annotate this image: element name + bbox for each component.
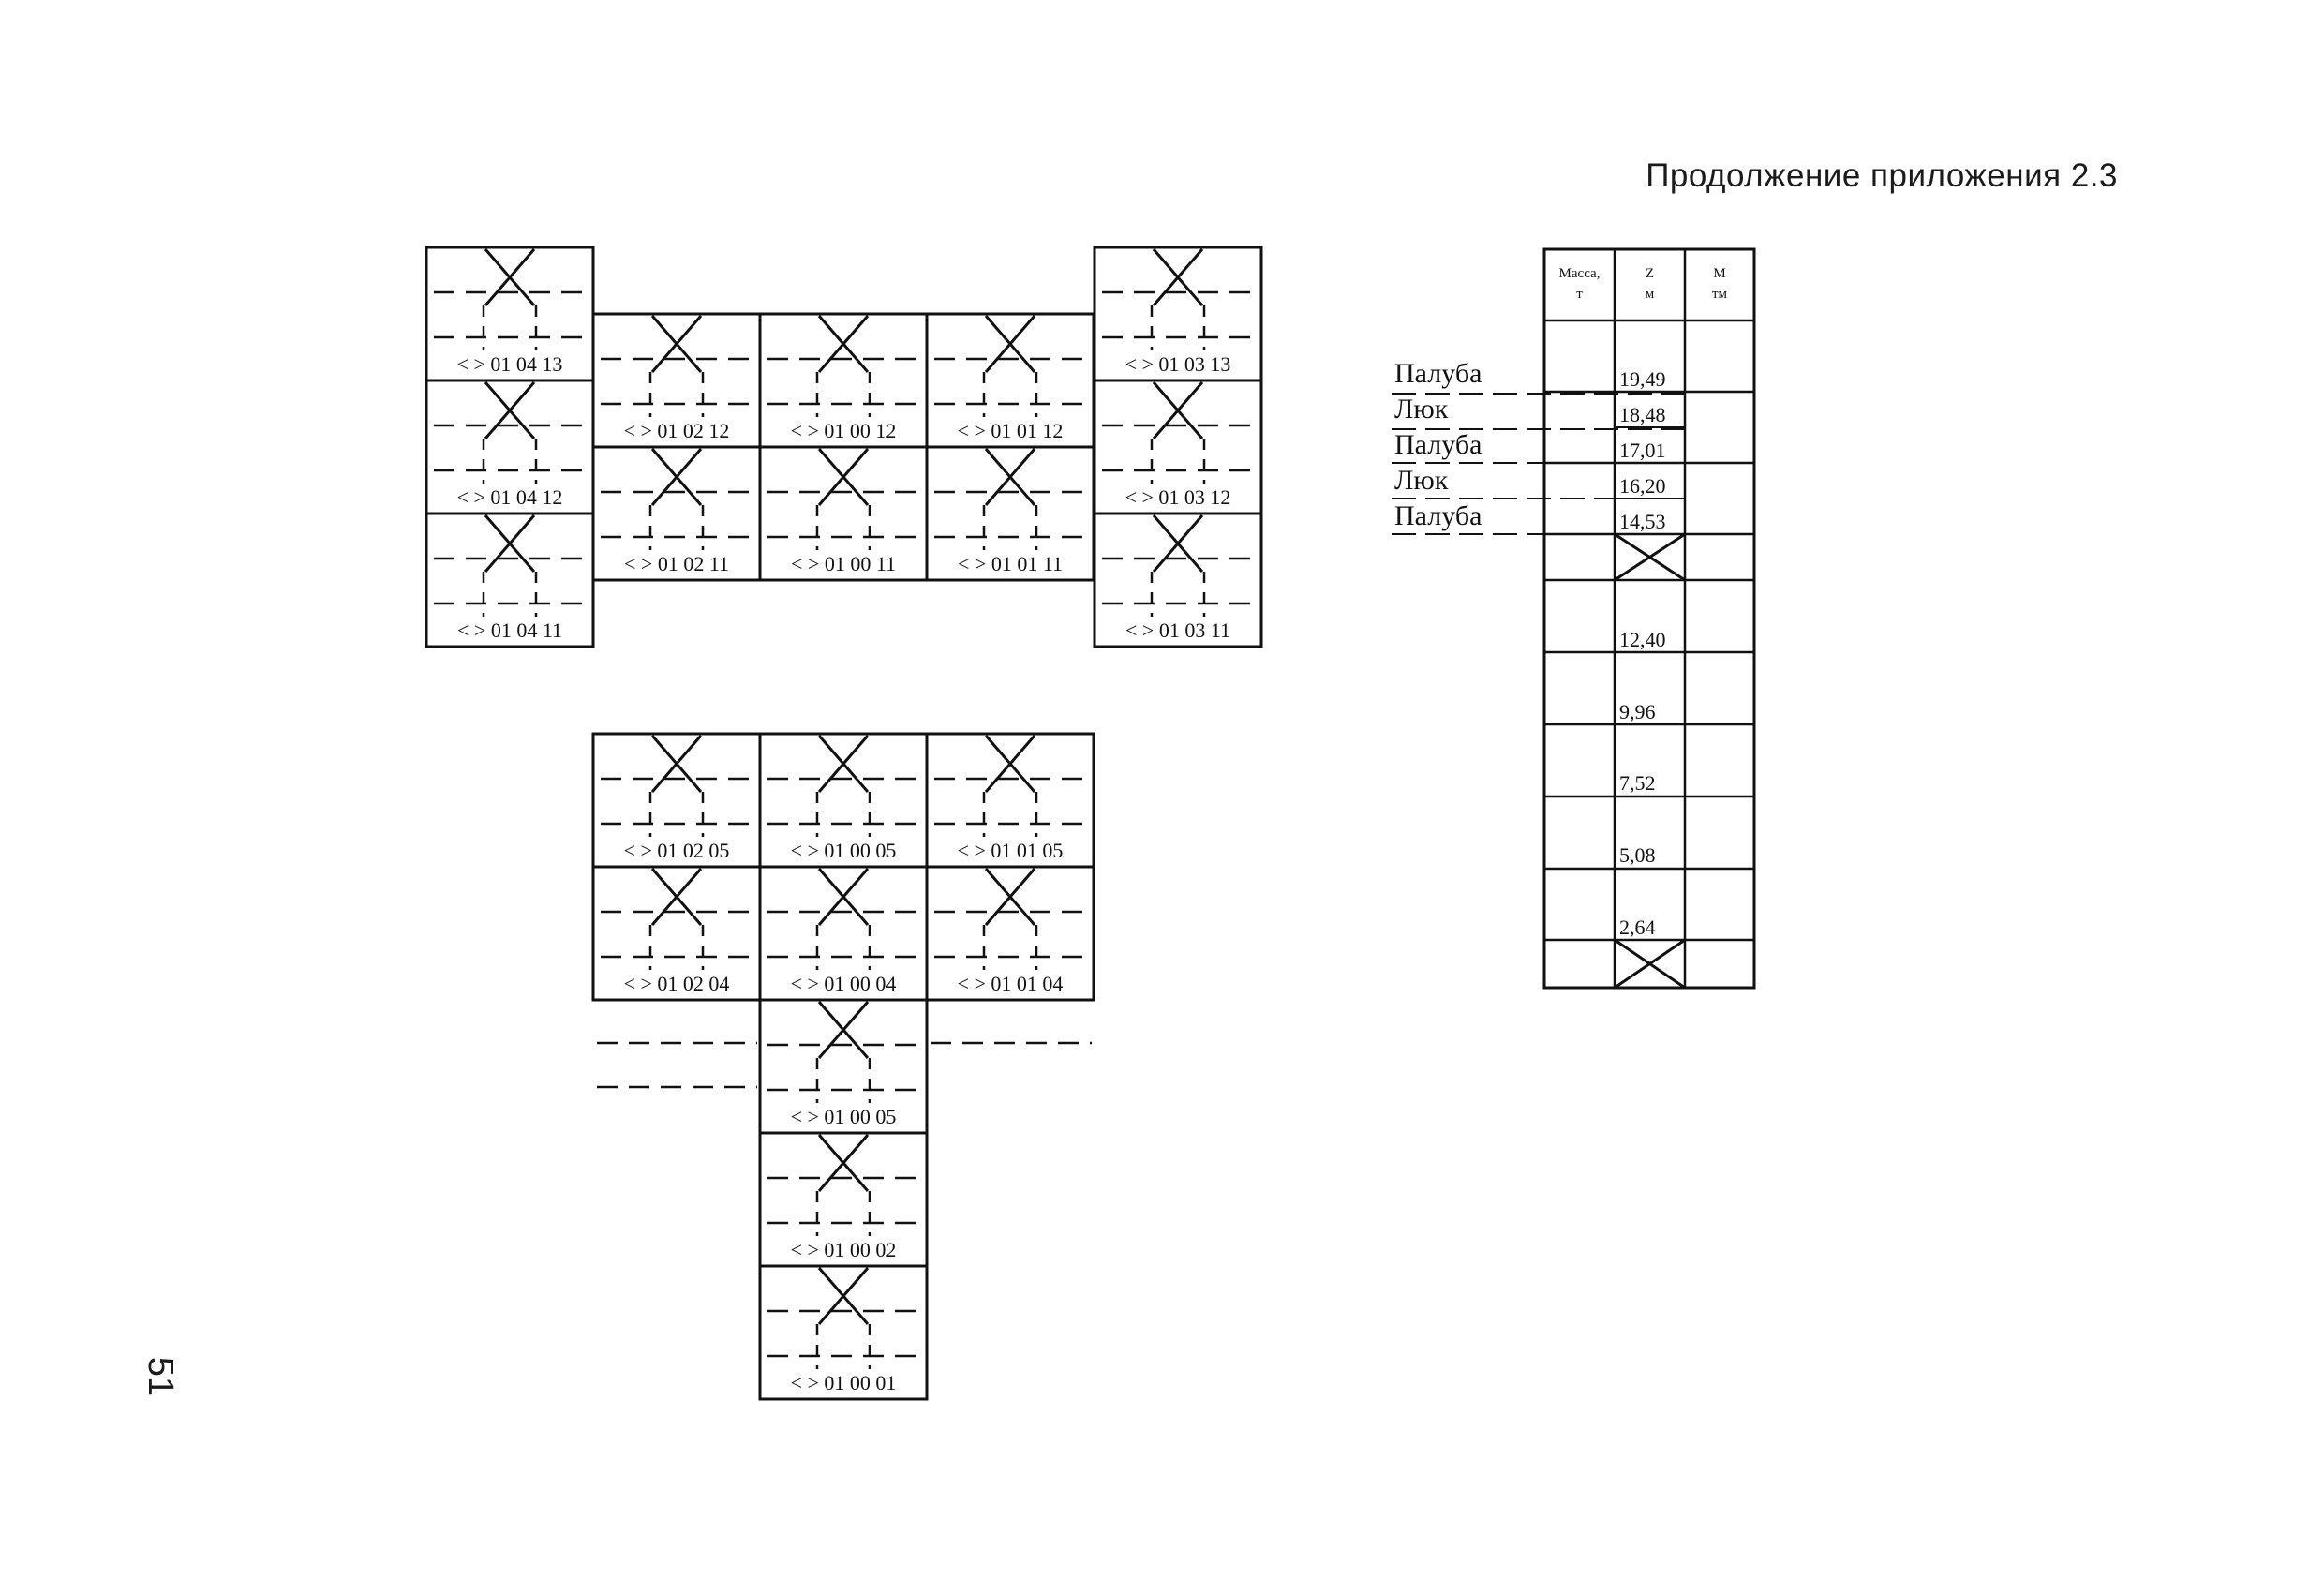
slot-label: < > 01 02 12 [623,419,730,442]
z-value: 14,53 [1619,510,1666,533]
slot-label: < > 01 02 04 [623,972,730,995]
table-header-unit: тм [1711,287,1728,302]
cross-mark [986,736,1035,792]
cross-mark [1154,515,1202,572]
slot-label: < > 01 02 05 [623,839,730,862]
table-header: Масса, [1558,266,1601,281]
z-value: 19,49 [1619,367,1666,391]
container-slot [760,867,927,1000]
slot-label: < > 01 04 12 [456,485,563,509]
container-slot [927,314,1094,447]
cross-mark [819,736,868,792]
container-slot [760,447,927,580]
cross-mark [1154,249,1202,305]
slot-label: < > 01 00 05 [790,839,897,862]
z-value: 12,40 [1619,628,1666,651]
slot-label: < > 01 03 13 [1125,352,1231,376]
slot-label: < > 01 03 11 [1125,618,1230,642]
table-header-unit: м [1645,287,1655,302]
deck-label: Палуба [1394,358,1482,389]
container-slot [593,314,760,447]
container-slot [760,1133,927,1266]
cross-mark [485,382,534,439]
cross-mark [819,1268,868,1324]
cross-mark [986,869,1035,925]
cross-mark [819,1135,868,1191]
table-header: Z [1645,266,1655,281]
slot-label: < > 01 01 05 [957,839,1064,862]
slot-label: < > 01 02 11 [624,552,729,575]
slot-label: < > 01 00 12 [790,419,897,442]
z-value: 16,20 [1619,474,1666,498]
slot-label: < > 01 00 05 [790,1105,897,1128]
slot-label: < > 01 03 12 [1125,485,1231,509]
container-slot [927,867,1094,1000]
slot-label: < > 01 01 11 [958,552,1063,575]
cross-mark [652,736,701,792]
slot-label: < > 01 00 02 [790,1238,897,1261]
container-slot [927,734,1094,867]
slot-label: < > 01 01 12 [957,419,1064,442]
slot-label: < > 01 04 11 [457,618,562,642]
container-slot [426,514,593,647]
table-header: M [1713,266,1726,281]
cross-mark [1615,534,1685,580]
mass-table [1392,249,1754,988]
cross-mark [819,449,868,505]
cross-mark [485,249,534,305]
deck-label: Палуба [1394,429,1482,460]
cross-mark [819,316,868,372]
deck-label: Палуба [1394,500,1482,531]
z-value: 7,52 [1619,771,1656,795]
slot-label: < > 01 00 11 [791,552,896,575]
cross-mark [652,316,701,372]
z-value: 17,01 [1619,439,1666,462]
slot-label: < > 01 01 04 [957,972,1064,995]
slot-label: < > 01 00 01 [790,1371,897,1394]
cross-mark [819,1002,868,1058]
z-value: 5,08 [1619,843,1656,867]
slots-layer [426,247,1261,1399]
cross-mark [652,449,701,505]
container-slot [760,1266,927,1399]
container-slot [760,314,927,447]
cross-mark [986,316,1035,372]
cross-mark [652,869,701,925]
cross-mark [1154,382,1202,439]
container-slot [426,380,593,514]
container-slot [760,1000,927,1133]
container-slot [1095,247,1261,380]
container-slot [426,247,593,380]
container-slot [1095,514,1261,647]
cross-mark [1615,940,1685,988]
container-slot [927,447,1094,580]
container-slot [593,734,760,867]
page-heading: Продолжение приложения 2.3 [1646,157,2118,194]
container-slot [1095,380,1261,514]
page-number: 51 [141,1356,180,1397]
z-value: 2,64 [1619,916,1656,939]
table-frame [1544,249,1754,988]
deck-label: Люк [1394,394,1449,425]
slot-label: < > 01 00 04 [790,972,897,995]
deck-label: Люк [1394,465,1449,496]
z-value: 9,96 [1619,700,1656,723]
cross-mark [485,515,534,572]
container-slot [593,867,760,1000]
cross-mark [819,869,868,925]
z-value: 18,48 [1619,403,1666,426]
container-slot [593,447,760,580]
cross-mark [986,449,1035,505]
slot-label: < > 01 04 13 [456,352,563,376]
table-header-unit: т [1576,287,1583,302]
container-slot [760,734,927,867]
